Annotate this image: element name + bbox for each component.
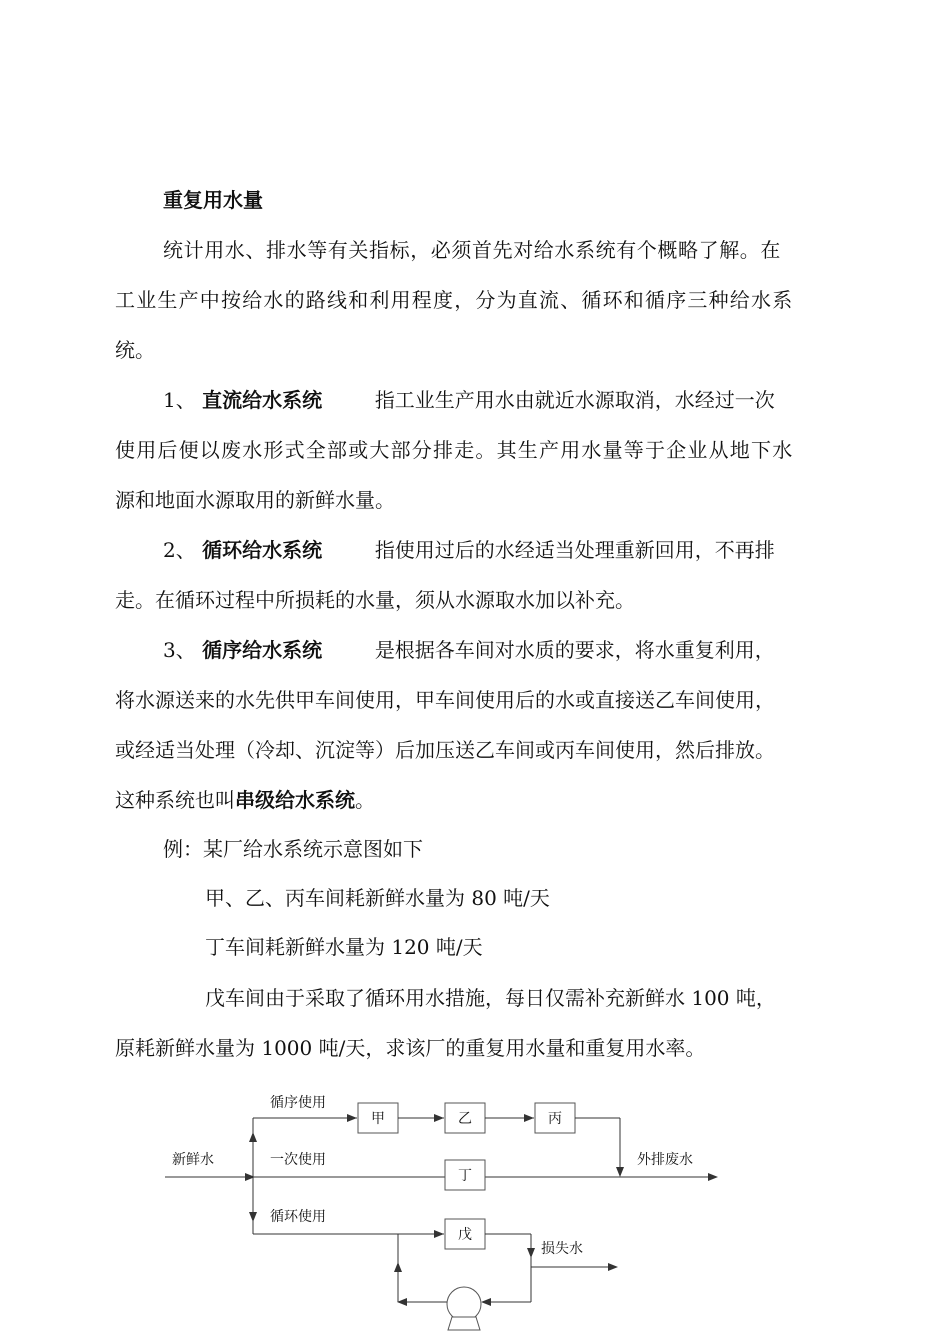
box-ding-label: 丁 bbox=[458, 1168, 472, 1184]
box-bing-label: 丙 bbox=[548, 1111, 562, 1127]
section-1-line-3: 源和地面水源取用的新鲜水量。 bbox=[115, 488, 395, 512]
box-yi-label: 乙 bbox=[458, 1111, 472, 1127]
section-3-term: 循序给水系统 bbox=[202, 638, 323, 662]
section-1-number: 1、 bbox=[163, 388, 196, 412]
section-2-text: 指使用过后的水经适当处理重新回用，不再排 bbox=[374, 538, 775, 562]
section-3-text: 是根据各车间对水质的要求，将水重复利用， bbox=[374, 638, 775, 662]
discharge-label: 外排废水 bbox=[637, 1152, 693, 1168]
intro-line-3: 统。 bbox=[115, 338, 155, 362]
water-system-diagram bbox=[0, 1080, 950, 1344]
section-3-line-4-end: 。 bbox=[355, 788, 375, 812]
intro-line-2: 工业生产中按给水的路线和利用程度，分为直流、循环和循序三种给水系 bbox=[115, 288, 794, 312]
example-line-5: 原耗新鲜水量为 1000 吨/天，求该厂的重复用水量和重复用水率。 bbox=[115, 1036, 706, 1060]
section-3-line-4 bbox=[115, 787, 375, 813]
circulating-use-label: 循环使用 bbox=[270, 1209, 326, 1225]
box-jia-label: 甲 bbox=[371, 1111, 385, 1127]
section-1-text: 指工业生产用水由就近水源取消，水经过一次 bbox=[374, 388, 775, 412]
section-1-line-2: 使用后便以废水形式全部或大部分排走。其生产用水量等于企业从地下水 bbox=[115, 438, 794, 462]
example-line-2: 甲、乙、丙车间耗新鲜水量为 80 吨/天 bbox=[205, 886, 550, 910]
loss-arrow bbox=[608, 1263, 618, 1271]
page-title: 重复用水量 bbox=[163, 188, 263, 212]
section-2-first-line bbox=[163, 537, 775, 563]
example-intro: 例：某厂给水系统示意图如下 bbox=[163, 837, 423, 861]
loss-label: 损失水 bbox=[541, 1241, 583, 1257]
example-line-4: 戊车间由于采取了循环用水措施，每日仅需补充新鲜水 100 吨， bbox=[205, 986, 776, 1010]
pump-icon bbox=[447, 1287, 481, 1321]
box-wu-label: 戊 bbox=[458, 1227, 472, 1243]
single-use-label: 一次使用 bbox=[270, 1152, 326, 1168]
section-3-line-3: 或经适当处理（冷却、沉淀等）后加压送乙车间或丙车间使用，然后排放。 bbox=[115, 738, 775, 762]
section-3-number: 3、 bbox=[163, 638, 196, 662]
section-2-term: 循环给水系统 bbox=[202, 538, 323, 562]
sequential-use-label: 循序使用 bbox=[270, 1095, 326, 1111]
intro-line-1: 统计用水、排水等有关指标，必须首先对给水系统有个概略了解。在 bbox=[163, 238, 781, 262]
section-3-line-2: 将水源送来的水先供甲车间使用，甲车间使用后的水或直接送乙车间使用， bbox=[115, 688, 775, 712]
fresh-water-label: 新鲜水 bbox=[172, 1152, 214, 1168]
section-2-number: 2、 bbox=[163, 538, 196, 562]
section-1-first-line bbox=[163, 387, 775, 413]
discharge-arrow bbox=[708, 1173, 718, 1181]
section-3-first-line bbox=[163, 637, 775, 663]
cascade-system-term: 串级给水系统 bbox=[235, 788, 355, 812]
section-2-line-2: 走。在循环过程中所损耗的水量，须从水源取水加以补充。 bbox=[115, 588, 635, 612]
section-3-line-4-start: 这种系统也叫 bbox=[115, 788, 235, 812]
example-line-3: 丁车间耗新鲜水量为 120 吨/天 bbox=[205, 935, 483, 959]
section-1-term: 直流给水系统 bbox=[202, 388, 323, 412]
